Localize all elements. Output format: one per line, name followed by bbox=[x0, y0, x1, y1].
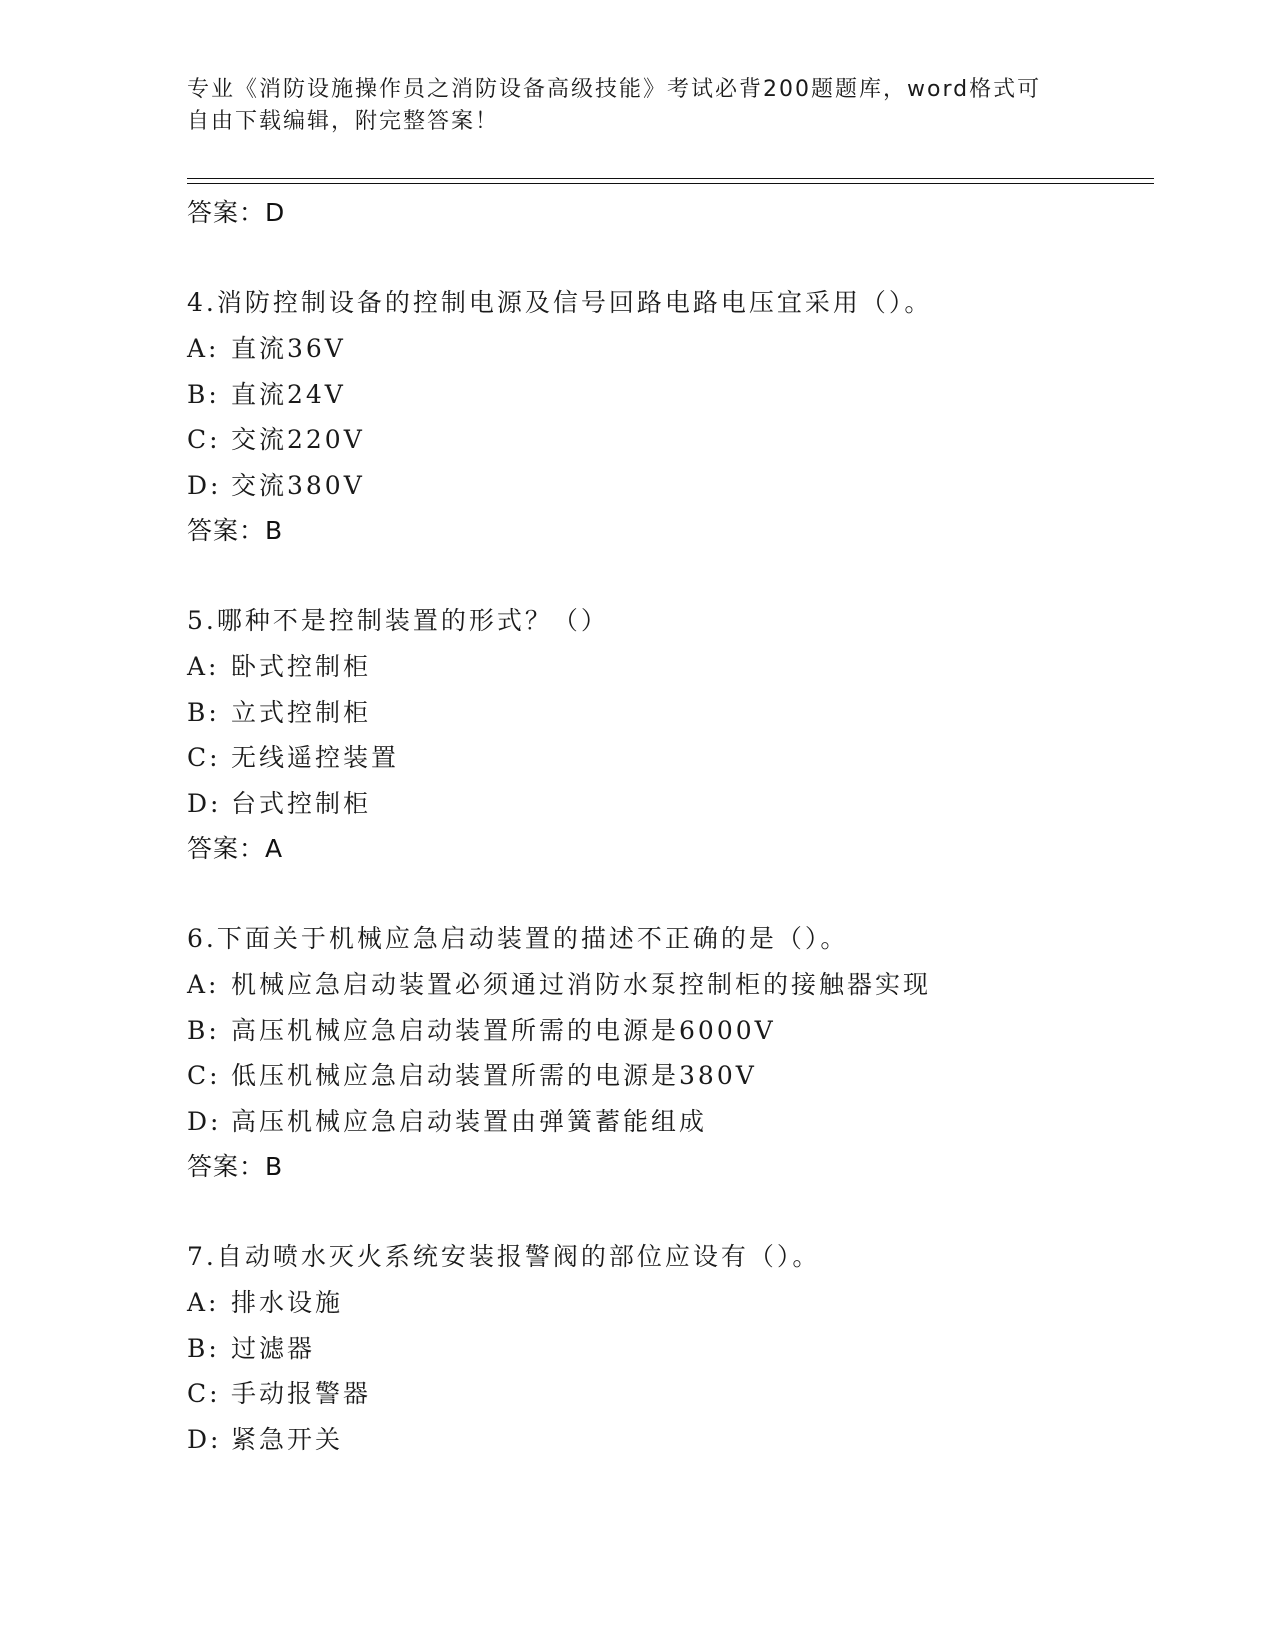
option-a bbox=[187, 644, 1147, 690]
answer-line: 答案：A bbox=[187, 834, 284, 863]
option-letter: A: bbox=[187, 652, 220, 681]
option-letter: A: bbox=[187, 970, 220, 999]
spacer bbox=[187, 554, 1147, 598]
question-list bbox=[187, 190, 1147, 1462]
option-a bbox=[187, 326, 1147, 372]
option-letter: D: bbox=[187, 1106, 222, 1136]
option-letter: B: bbox=[187, 1015, 220, 1045]
option-b bbox=[187, 1326, 1147, 1372]
option-c bbox=[187, 735, 1147, 781]
question-text: 4.消防控制设备的控制电源及信号回路电路电压宜采用（）。 bbox=[187, 288, 933, 317]
spacer bbox=[187, 1190, 1147, 1234]
option-d bbox=[187, 781, 1147, 827]
question-block bbox=[187, 280, 1147, 554]
option-text: 台式控制柜 bbox=[231, 788, 372, 818]
header-divider-top bbox=[187, 178, 1154, 179]
option-text: 机械应急启动装置必须通过消防水泵控制柜的接触器实现 bbox=[231, 970, 932, 999]
option-letter: C: bbox=[187, 425, 221, 454]
option-letter: D: bbox=[187, 788, 222, 818]
question-text: 5.哪种不是控制装置的形式？（） bbox=[187, 606, 609, 635]
option-letter: B: bbox=[187, 697, 220, 727]
option-letter: A: bbox=[187, 1288, 220, 1317]
option-text: 手动报警器 bbox=[231, 1379, 372, 1408]
option-b bbox=[187, 372, 1147, 418]
question-block bbox=[187, 916, 1147, 1190]
question-text: 7.自动喷水灭火系统安装报警阀的部位应设有（）。 bbox=[187, 1242, 821, 1271]
option-text: 立式控制柜 bbox=[231, 697, 372, 727]
option-text: 无线遥控装置 bbox=[231, 743, 400, 772]
option-text: 紧急开关 bbox=[231, 1424, 344, 1454]
option-text: 高压机械应急启动装置所需的电源是6000V bbox=[231, 1015, 776, 1045]
option-letter: C: bbox=[187, 1379, 221, 1408]
option-letter: B: bbox=[187, 379, 220, 409]
option-a bbox=[187, 962, 1147, 1008]
answer-line: 答案：B bbox=[187, 516, 284, 545]
option-text: 低压机械应急启动装置所需的电源是380V bbox=[231, 1061, 757, 1090]
option-text: 交流220V bbox=[231, 425, 365, 454]
spacer bbox=[187, 872, 1147, 916]
option-c bbox=[187, 1053, 1147, 1099]
option-letter: C: bbox=[187, 1061, 221, 1090]
option-text: 交流380V bbox=[231, 470, 365, 500]
option-letter: D: bbox=[187, 470, 222, 500]
question-block bbox=[187, 598, 1147, 872]
option-text: 排水设施 bbox=[231, 1288, 344, 1317]
option-d bbox=[187, 1099, 1147, 1145]
option-b bbox=[187, 1008, 1147, 1054]
option-d bbox=[187, 463, 1147, 509]
option-text: 高压机械应急启动装置由弹簧蓄能组成 bbox=[231, 1106, 708, 1136]
option-text: 过滤器 bbox=[231, 1333, 316, 1363]
option-c bbox=[187, 1371, 1147, 1417]
header-divider-bottom bbox=[187, 183, 1154, 184]
option-b bbox=[187, 690, 1147, 736]
option-letter: D: bbox=[187, 1424, 222, 1454]
question-block bbox=[187, 1234, 1147, 1462]
spacer bbox=[187, 236, 1147, 280]
option-text: 直流24V bbox=[231, 379, 346, 409]
option-text: 直流36V bbox=[231, 334, 346, 363]
option-letter: A: bbox=[187, 334, 220, 363]
option-text: 卧式控制柜 bbox=[231, 652, 372, 681]
answer-line: 答案：D bbox=[187, 198, 286, 227]
option-d bbox=[187, 1417, 1147, 1463]
option-letter: B: bbox=[187, 1333, 220, 1363]
option-a bbox=[187, 1280, 1147, 1326]
option-c bbox=[187, 417, 1147, 463]
header-line-2: 自由下载编辑，附完整答案！ bbox=[187, 109, 500, 134]
document-header bbox=[187, 74, 1087, 138]
header-line-1: 专业《消防设施操作员之消防设备高级技能》考试必背200题题库，word格式可 bbox=[187, 77, 1042, 102]
question-text: 6.下面关于机械应急启动装置的描述不正确的是（）。 bbox=[187, 924, 849, 953]
option-letter: C: bbox=[187, 743, 221, 772]
answer-line: 答案：B bbox=[187, 1152, 284, 1181]
